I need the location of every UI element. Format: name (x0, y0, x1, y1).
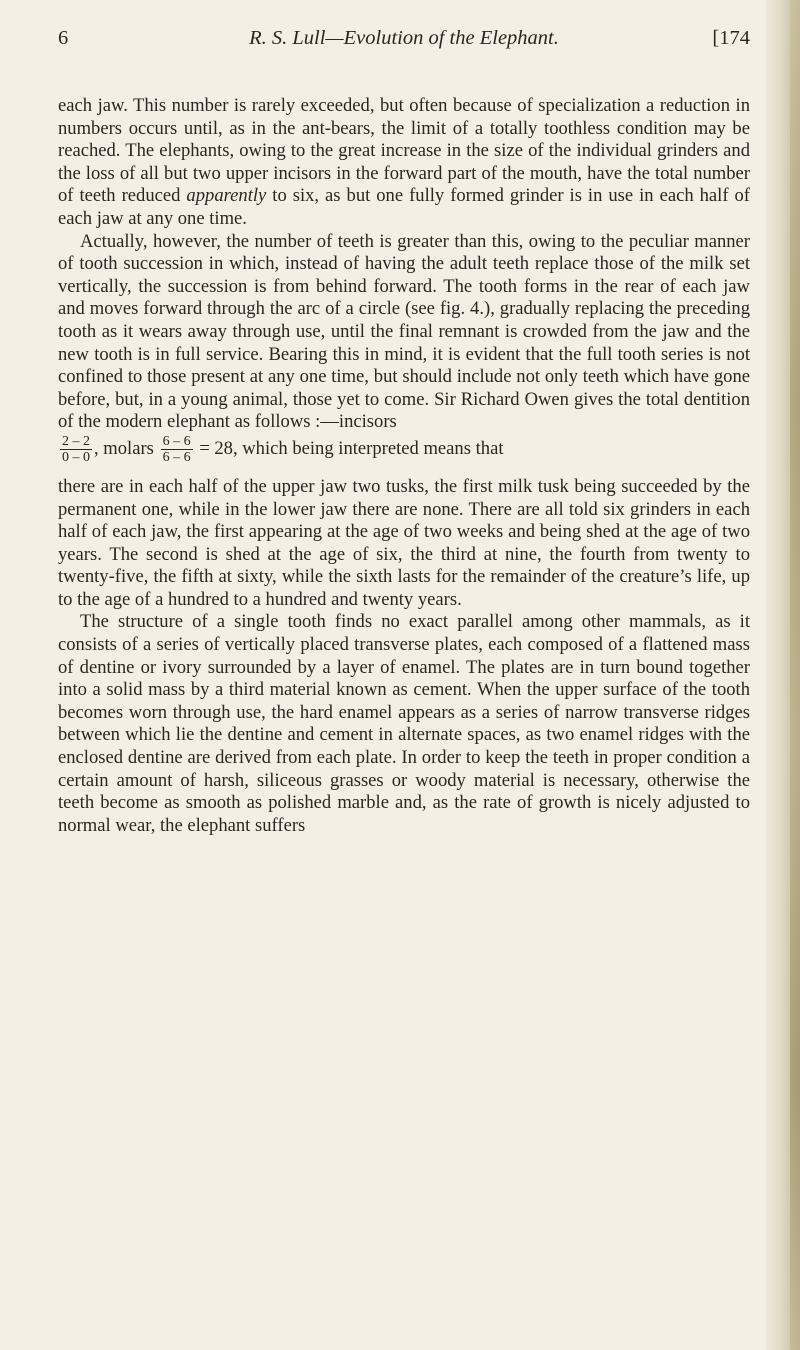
molars-denominator: 6 – 6 (162, 449, 191, 465)
molars-numerator: 6 – 6 (162, 433, 191, 449)
paragraph-1 (58, 95, 750, 231)
incisors-denominator: 0 – 0 (62, 449, 90, 465)
page-edge-shade (790, 0, 800, 1350)
emphasis-apparently: apparently (186, 185, 267, 207)
incisors-numerator: 2 – 2 (62, 433, 90, 449)
paragraph-2-text: Actually, however, the number of teeth is greater than this, owing to the peculiar manner of tooth succession in which, instead of having the adult teeth replace those of the milk set vertically, the succession is from behind forward. The tooth forms in the rear of each jaw and moves forward through the arc of a circle (see fig. 4.), gradually replacing the preceding tooth as it wears away through use, until the final remnant is crowded from the jaw and the new tooth is in full service. Bearing this in mind, it is evident that the full tooth series is not confined to those present at any one time, but should include not only teeth which have gone before, but, in a young animal, those yet to come. Sir Richard Owen gives the total dentition of the modern elephant as follows :—incisors (58, 230, 750, 433)
molars-label: , molars (94, 438, 159, 460)
paragraph-1-text: each jaw. This number is rarely exceeded, but often because of specialization a reduction in numbers occurs until, as in the ant-bears, the limit of a totally toothless condition may be reached. The elephants, owing to the great increase in the size of the individual grinders and the loss of all but two upper incisors in the forward part of the mouth, have the total number of teeth reduced (58, 95, 750, 207)
molars-fraction (161, 434, 193, 465)
page-number: 6 (58, 27, 69, 49)
paragraph-1-tail: to six, as but one fully formed grinder is in use in each half of each jaw at any one time. (58, 185, 750, 229)
paragraph-4-text: The structure of a single tooth finds no exact parallel among other mammals, as it consists of a series of vertically placed transverse plates, each composed of a flattened mass of dentine or ivory surrounded by a layer of enamel. The plates are in turn bound together into a solid mass by a third material known as cement. When the upper surface of the tooth becomes worn through use, the hard enamel appears as a series of narrow transverse ridges between which lie the dentine and cement in alternate spaces, as two enamel ridges with the enclosed dentine are derived from each plate. In order to keep the teeth in proper condition a certain amount of harsh, siliceous grasses or woody material is necessary, otherwise the teeth become as smooth as polished marble and, as the rate of growth is nicely adjusted to normal wear, the elephant suffers (58, 611, 750, 836)
paragraph-3 (58, 476, 750, 612)
body-text (58, 95, 750, 837)
running-title: R. S. Lull—Evolution of the Elephant. (249, 27, 559, 49)
paragraph-2 (58, 231, 750, 434)
paragraph-4 (58, 611, 750, 837)
incisors-fraction (60, 434, 92, 465)
page-header (58, 27, 750, 57)
formula-result: = 28, which being interpreted means that (194, 438, 504, 460)
bracketed-page-number: [174 (712, 27, 750, 49)
paragraph-3-text: there are in each half of the upper jaw two tusks, the first milk tusk being succeeded by the permanent one, while in the lower jaw there are none. There are all told six grinders in each half of each jaw, the first appearing at the age of two weeks and being shed at the age of two years. The second is shed at the age of six, the third at nine, the fourth from twenty to twenty-five, the fifth at sixty, while the sixth lasts for the remainder of the creature’s life, up to the age of a hundred to a hundred and twenty years. (58, 475, 750, 610)
dental-formula (58, 434, 750, 476)
